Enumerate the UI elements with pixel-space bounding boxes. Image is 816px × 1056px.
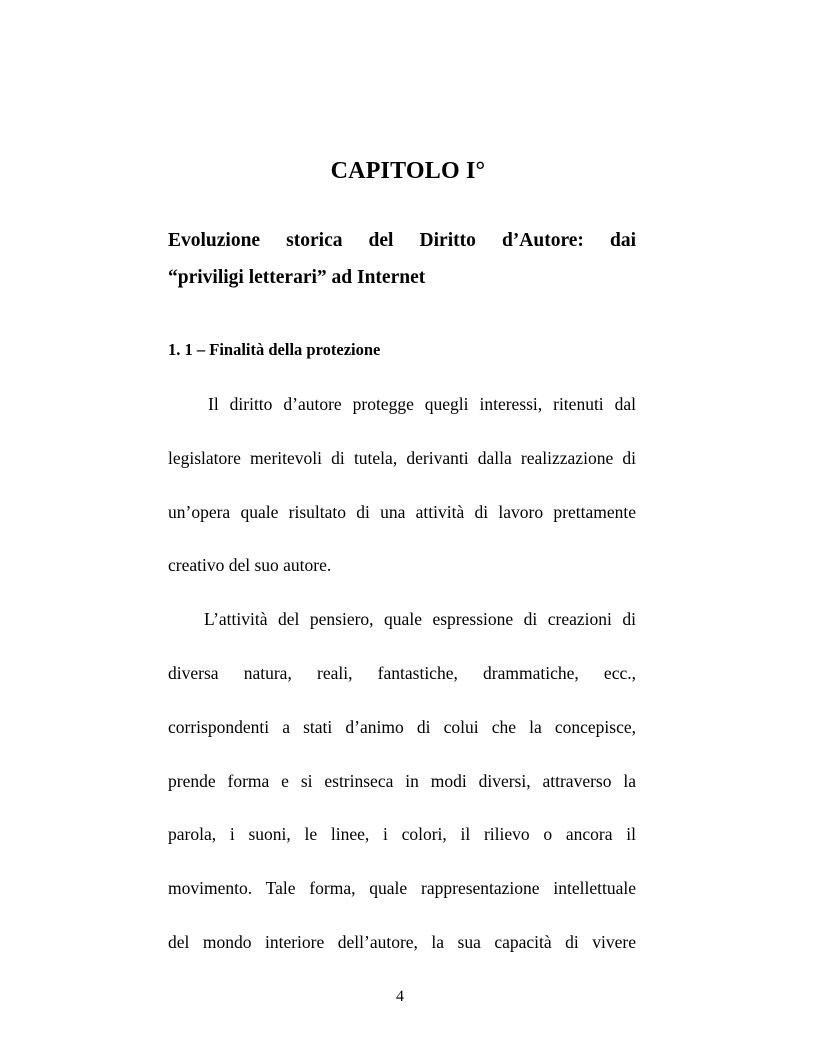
body-text (168, 390, 636, 982)
chapter-title-line: Evoluzione storica del Diritto d’Autore: dai (168, 230, 636, 251)
text-line: diversa natura, reali, fantastiche, drammatiche, ecc., (168, 662, 636, 683)
text-line: creativo del suo autore. (168, 555, 332, 576)
text-line: parola, i suoni, le linee, i colori, il rilievo o ancora il (168, 824, 636, 845)
text-line: Il diritto d’autore protegge quegli interessi, ritenuti dal (208, 394, 636, 414)
chapter-title (168, 226, 636, 300)
chapter-title-line: “priviligi letterari” ad Internet (168, 267, 426, 288)
text-line: del mondo interiore dell’autore, la sua capacità di vivere (168, 931, 636, 952)
text-line: corrispondenti a stati d’animo di colui che la concepisce, (168, 716, 636, 737)
section-heading: 1. 1 – Finalità della protezione (168, 340, 381, 359)
chapter-heading: CAPITOLO I° (330, 158, 486, 184)
text-line: movimento. Tale forma, quale rappresentazione intellettuale (168, 878, 636, 899)
text-line: legislatore meritevoli di tutela, derivanti dalla realizzazione di (168, 447, 636, 468)
text-line: L’attività del pensiero, quale espressione di creazioni di (204, 609, 636, 630)
text-line: prende forma e si estrinseca in modi diversi, attraverso la (168, 770, 636, 791)
page-number: 4 (396, 988, 404, 1005)
text-line: un’opera quale risultato di una attività di lavoro prettamente (168, 501, 636, 522)
